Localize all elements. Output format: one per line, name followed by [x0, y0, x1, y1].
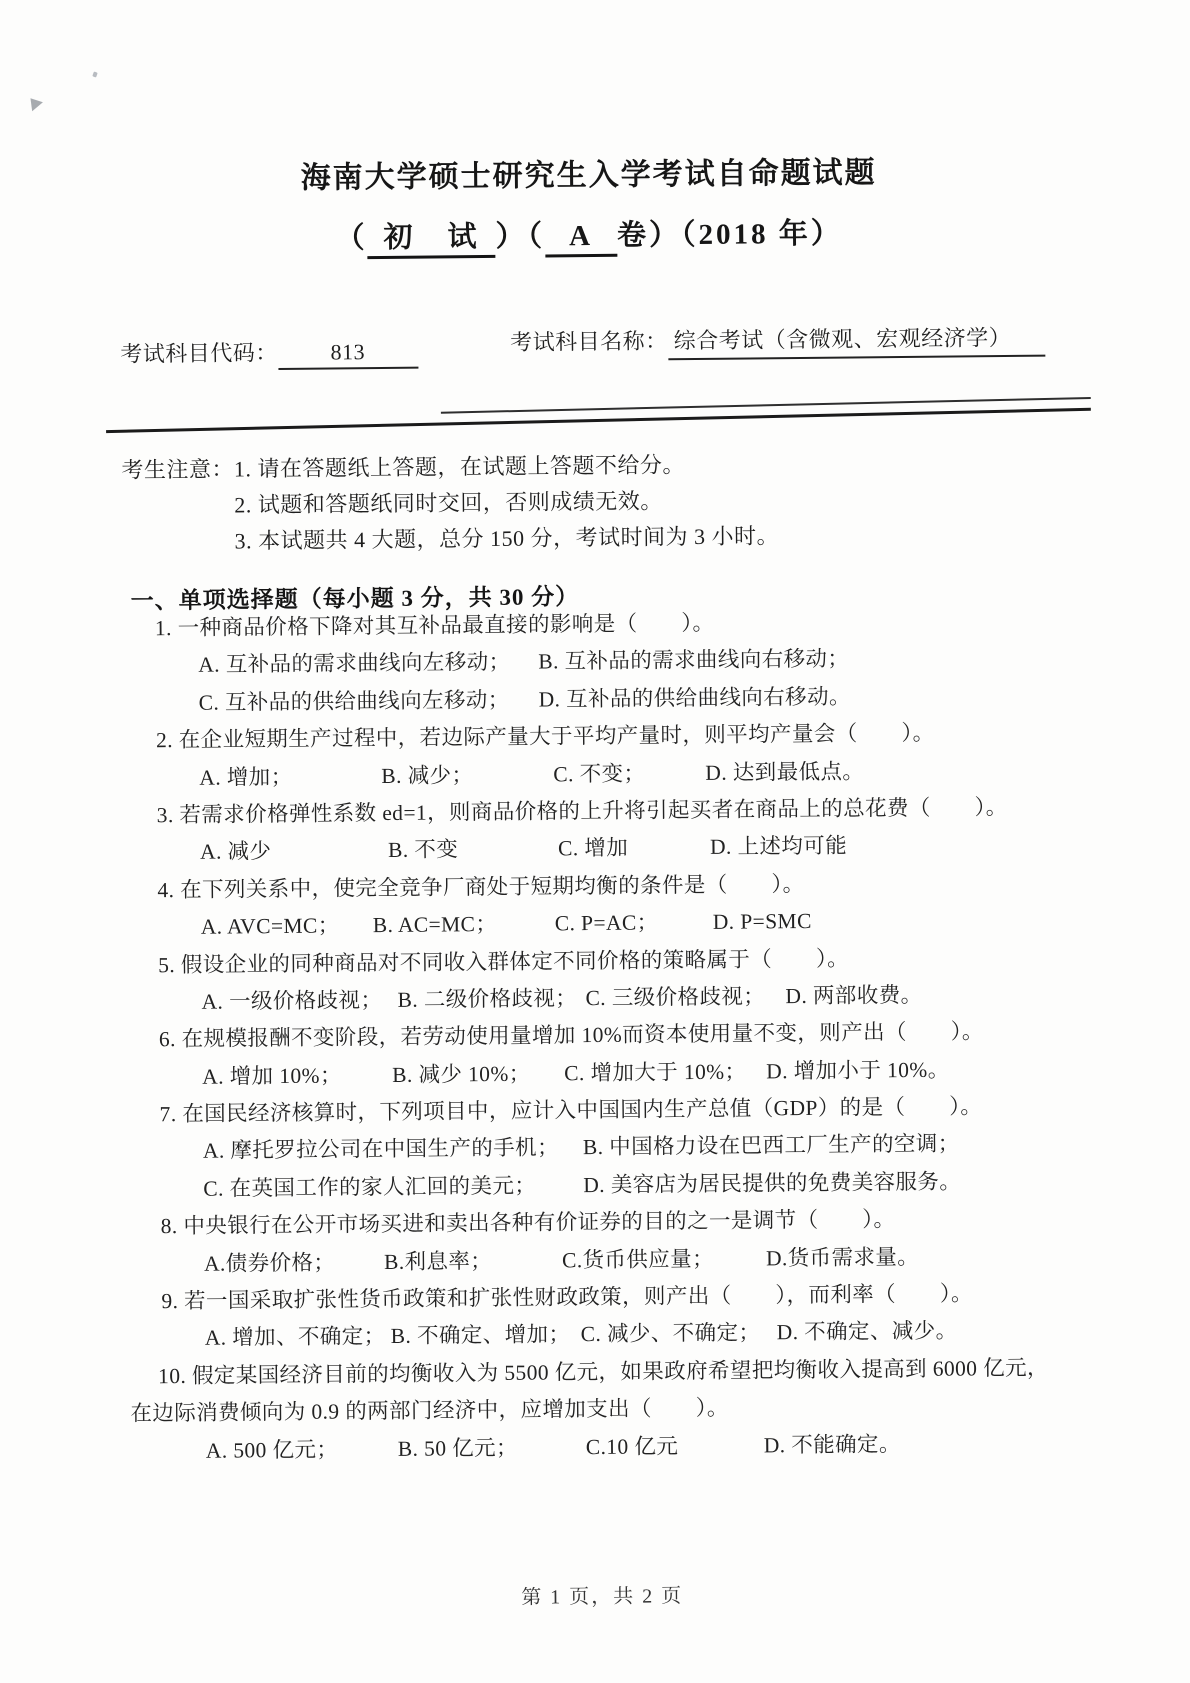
exam-stage-underlined: 初 试	[367, 221, 495, 259]
subject-row	[120, 320, 1105, 367]
question-1-option-a: A. 互补品的需求曲线向左移动；	[198, 650, 511, 678]
question-3-option-d: D. 上述均可能	[709, 833, 848, 860]
question-9	[129, 1274, 1140, 1358]
section-heading-single-choice: 一、单项选择题（每小题 3 分，共 30 分）	[130, 584, 580, 614]
question-1-option-d: D. 互补品的供给曲线向右移动。	[538, 684, 851, 712]
question-9-option-d: D. 不确定、减少。	[776, 1318, 958, 1345]
question-1-options	[198, 638, 1134, 722]
question-8-stem: 8. 中央银行在公开市场买进和卖出各种有价证券的目的之一是调节（ ）。	[160, 1207, 896, 1239]
question-9-option-a: A. 增加、不确定；	[204, 1324, 386, 1351]
question-4-option-a: A. AVC=MC；	[200, 913, 340, 939]
page-number-indicator: 第 1 页，共 2 页	[521, 1585, 684, 1609]
subject-code-value: 813	[278, 339, 418, 370]
question-4-option-b: B. AC=MC；	[372, 912, 498, 938]
question-2-option-d: D. 达到最低点。	[705, 758, 865, 785]
question-10-option-a: A. 500 亿元；	[205, 1437, 339, 1463]
paper-version-underlined: A	[545, 220, 617, 258]
question-7-option-b: B. 中国格力设在巴西工厂生产的空调；	[582, 1131, 960, 1160]
question-4-stem: 4. 在下列关系中，使完全竞争厂商处于短期均衡的条件是（ ）。	[157, 871, 805, 902]
question-9-option-c: C. 减少、不确定；	[580, 1320, 761, 1347]
page-subtitle	[0, 207, 1184, 259]
question-7	[127, 1087, 1138, 1209]
subject-name-group	[510, 321, 1045, 362]
question-8-option-d: D.货币需求量。	[765, 1244, 920, 1271]
question-6-stem: 6. 在规模报酬不变阶段，若劳动使用量增加 10%而资本使用量不变，则产出（ ）。	[158, 1019, 984, 1052]
question-1-option-c: C. 互补品的供给曲线向左移动；	[198, 687, 510, 715]
page-title: 海南大学硕士研究生入学考试自命题试题	[300, 156, 877, 195]
question-3-option-a: A. 减少	[199, 839, 272, 865]
question-4	[125, 863, 1136, 947]
question-8-option-a: A.债券价格；	[203, 1250, 336, 1276]
question-5	[126, 937, 1137, 1021]
question-1	[123, 601, 1134, 723]
question-1-stem: 1. 一种商品价格下降对其互补品最直接的影响是（ ）。	[154, 610, 715, 641]
notice-item-2: 2. 试题和答题纸同时交回，否则成绩无效。	[234, 488, 663, 518]
question-6	[127, 1012, 1138, 1096]
notice-items	[234, 444, 1022, 560]
question-3-option-c: C. 增加	[557, 836, 629, 861]
question-5-option-a: A. 一级价格歧视；	[201, 987, 383, 1014]
question-10-stem-line2: 在边际消费倾向为 0.9 的两部门经济中，应增加支出（ ）。	[130, 1395, 729, 1426]
subtitle-open-paren: （	[335, 222, 368, 255]
question-4-option-c: C. P=AC；	[554, 910, 659, 936]
header-rule-main	[106, 408, 1091, 433]
question-5-stem: 5. 假设企业的同种商品对不同收入群体定不同价格的策略属于（ ）。	[158, 946, 850, 977]
question-10-option-d: D. 不能确定。	[763, 1431, 901, 1458]
question-7-stem: 7. 在国民经济核算时，下列项目中，应计入中国国内生产总值（GDP）的是（ ）。	[159, 1094, 983, 1127]
question-7-option-c: C. 在英国工作的家人汇回的美元；	[203, 1173, 537, 1201]
subject-name-label: 考试科目名称：	[510, 328, 668, 355]
question-8-option-b: B.利息率；	[383, 1248, 493, 1274]
notice-item-1: 1. 请在答题纸上答题，在试题上答题不给分。	[233, 452, 686, 482]
question-5-option-c: C. 三级价格歧视；	[585, 984, 766, 1011]
question-8-option-c: C.货币供应量；	[561, 1246, 715, 1272]
subtitle-suffix: 卷）（2018 年）	[616, 217, 843, 252]
question-10-option-b: B. 50 亿元；	[397, 1435, 519, 1461]
subject-code-label: 考试科目代码：	[120, 340, 278, 367]
question-7-option-d: D. 美容店为居民提供的免费美容服务。	[583, 1169, 962, 1197]
question-10-option-c: C.10 亿元	[585, 1433, 679, 1459]
question-6-option-c: C. 增加大于 10%；	[564, 1059, 747, 1085]
question-10-stem-line1: 10. 假定某国经济目前的均衡收入为 5500 亿元，如果政府希望把均衡收入提高到 6000 亿元，	[157, 1355, 1049, 1389]
question-3	[125, 788, 1136, 872]
notice-label: 考生注意：	[121, 456, 235, 483]
question-3-stem: 3. 若需求价格弹性系数 ed=1，则商品价格的上升将引起买者在商品上的总花费（ ）。	[156, 794, 1008, 828]
subject-code-group	[120, 335, 418, 372]
question-2-option-c: C. 不变；	[553, 761, 646, 786]
question-3-option-b: B. 不变	[387, 837, 459, 863]
question-2-stem: 2. 在企业短期生产过程中，若边际产量大于平均产量时，则平均产量会（ ）。	[155, 720, 935, 753]
question-8	[129, 1199, 1140, 1283]
subject-name-value: 综合考试（含微观、宏观经济学）	[668, 321, 1046, 361]
question-5-option-b: B. 二级价格歧视；	[397, 986, 578, 1012]
question-9-option-b: B. 不确定、增加；	[390, 1322, 571, 1349]
question-2-option-b: B. 减少；	[381, 762, 474, 788]
question-4-option-d: D. P=SMC	[712, 909, 812, 934]
question-5-option-d: D. 两部收费。	[785, 982, 923, 1009]
question-list	[123, 601, 1141, 1471]
question-6-option-d: D. 增加小于 10%。	[766, 1057, 950, 1084]
subtitle-middle-parens: ）（	[495, 220, 546, 253]
question-10-options	[206, 1423, 1141, 1469]
notice-item-3: 3. 本试题共 4 大题，总分 150 分，考试时间为 3 小时。	[234, 523, 780, 554]
candidate-notice	[121, 444, 1022, 561]
question-6-option-a: A. 增加 10%；	[202, 1063, 342, 1089]
question-2	[124, 713, 1135, 797]
question-2-option-a: A. 增加；	[199, 764, 293, 790]
question-10	[130, 1349, 1141, 1471]
question-7-options	[203, 1124, 1139, 1208]
question-7-option-a: A. 摩托罗拉公司在中国生产的手机；	[202, 1135, 560, 1164]
question-9-stem: 9. 若一国采取扩张性货币政策和扩张性财政政策，则产出（ ），而利率（ ）。	[161, 1281, 973, 1314]
question-1-option-b: B. 互补品的需求曲线向右移动；	[538, 646, 850, 674]
question-6-option-b: B. 减少 10%；	[392, 1061, 531, 1087]
